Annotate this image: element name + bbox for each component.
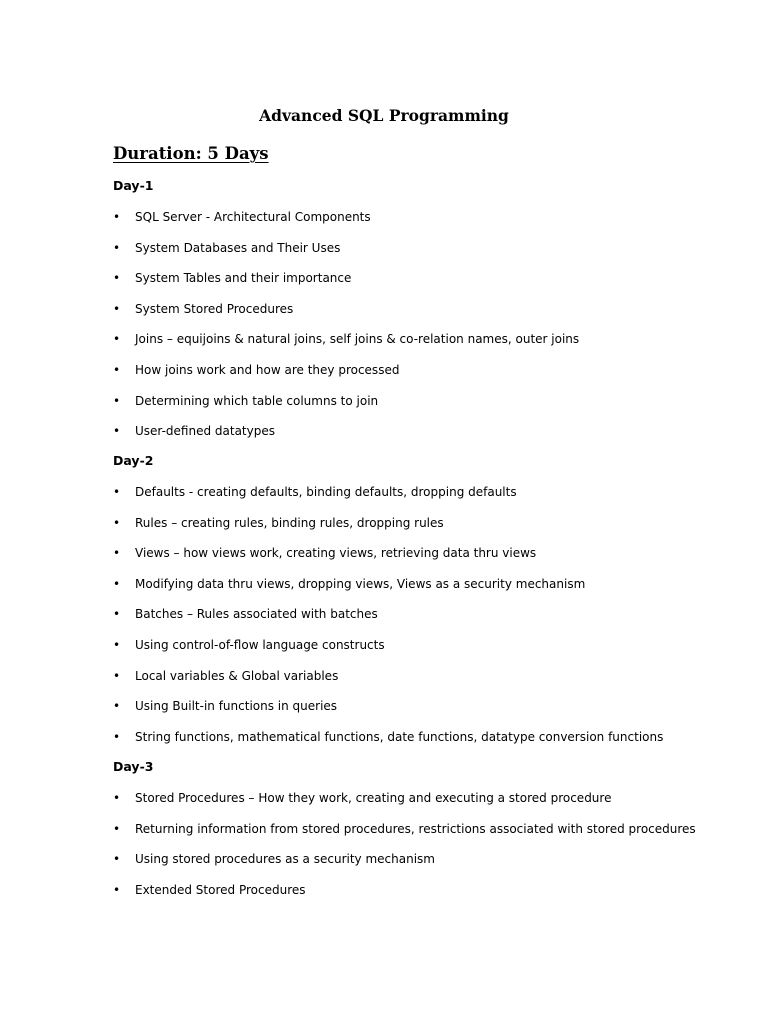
bullet-icon: • <box>113 240 121 255</box>
topic-text: User-defined datatypes <box>135 424 275 439</box>
bullet-icon: • <box>113 729 121 744</box>
bullet-icon: • <box>113 668 121 683</box>
bullet-icon: • <box>113 271 121 286</box>
topic-text: Extended Stored Procedures <box>135 882 306 897</box>
topic-text: Joins – equijoins & natural joins, self joins & co-relation names, outer joins <box>135 332 580 347</box>
day-2-heading: Day-2 <box>113 453 154 468</box>
topic-text: SQL Server - Architectural Components <box>135 210 371 224</box>
bullet-icon: • <box>113 821 121 836</box>
topic-text: System Databases and Their Uses <box>135 240 341 255</box>
topic-text: Using stored procedures as a security mechanism <box>135 852 435 867</box>
bullet-icon: • <box>113 362 121 377</box>
topic-text: Using control-of-flow language constructs <box>135 637 385 652</box>
bullet-icon: • <box>113 485 121 499</box>
bullet-icon: • <box>113 546 121 561</box>
topic-text: System Tables and their importance <box>135 271 352 286</box>
bullet-icon: • <box>113 424 121 439</box>
bullet-icon: • <box>113 515 121 530</box>
topic-text: Rules – creating rules, binding rules, dropping rules <box>135 515 444 530</box>
topic-text: Determining which table columns to join <box>135 393 379 408</box>
topic-text: Views – how views work, creating views, retrieving data thru views <box>135 546 537 561</box>
bullet-icon: • <box>113 332 121 347</box>
topic-text: Returning information from stored procedures, restrictions associated with stored procedures <box>135 821 696 836</box>
bullet-icon: • <box>113 607 121 622</box>
bullet-icon: • <box>113 882 121 897</box>
bullet-icon: • <box>113 699 121 714</box>
bullet-icon: • <box>113 791 121 805</box>
topic-text: String functions, mathematical functions, date functions, datatype conversion functions <box>135 729 664 744</box>
topic-text: Stored Procedures – How they work, creating and executing a stored procedure <box>135 791 612 805</box>
day-1-heading: Day-1 <box>113 178 154 193</box>
document-title: Advanced SQL Programming <box>259 106 509 125</box>
day-3-heading: Day-3 <box>113 759 154 774</box>
bullet-icon: • <box>113 301 121 316</box>
topic-text: Defaults - creating defaults, binding defaults, dropping defaults <box>135 485 517 499</box>
duration-heading: Duration: 5 Days <box>113 144 269 163</box>
bullet-icon: • <box>113 852 121 867</box>
topic-text: Using Built-in functions in queries <box>135 699 338 714</box>
bullet-icon: • <box>113 576 121 591</box>
bullet-icon: • <box>113 210 121 224</box>
topic-text: How joins work and how are they processed <box>135 362 400 377</box>
topic-text: Batches – Rules associated with batches <box>135 607 378 622</box>
topic-text: Modifying data thru views, dropping views, Views as a security mechanism <box>135 576 586 591</box>
topic-text: System Stored Procedures <box>135 301 294 316</box>
bullet-icon: • <box>113 637 121 652</box>
bullet-icon: • <box>113 393 121 408</box>
topic-text: Local variables & Global variables <box>135 668 339 683</box>
